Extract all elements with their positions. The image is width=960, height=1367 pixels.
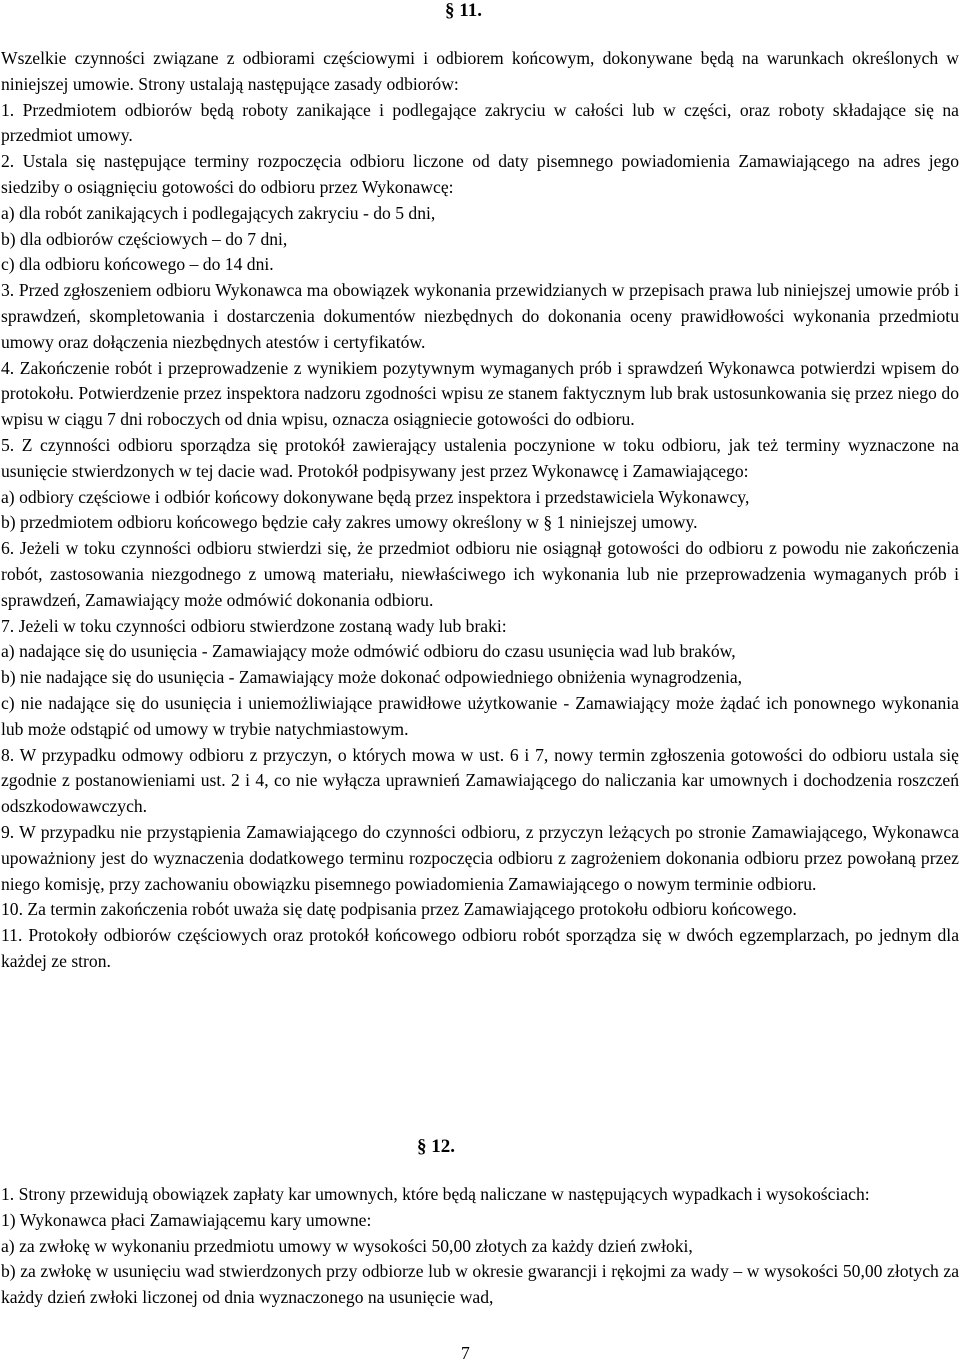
paragraph: 2. Ustala się następujące terminy rozpoczęcia odbioru liczone od daty pisemnego powiadomienia Zamawiającego na adres jego siedziby o osiągnięciu gotowości do odbioru przez Wykonawcę: [1, 151, 959, 197]
paragraph: 1. Przedmiotem odbiorów będą roboty zanikające i podlegające zakryciu w całości lub w części, oraz roboty składające się na przedmiot umowy. [1, 99, 959, 146]
paragraph: 4. Zakończenie robót i przeprowadzenie z wynikiem pozytywnym wymaganych prób i sprawdzeń Wykonawca potwierdzi wpisem do protokołu. Potwierdzenie przez inspektora nadzoru zgodności wpisu ze stanem faktycznym lub brak ustosunkowania się przez niego do wpisu w ciągu 7 dni roboczych od dnia wpisu, oznacza osiągniecie gotowości do odbioru. [1, 357, 959, 430]
paragraph: 8. W przypadku odmowy odbioru z przyczyn, o których mowa w ust. 6 i 7, nowy termin zgłoszenia gotowości do odbioru ustala się zgodnie z postanowieniami ust. 2 i 4, co nie wyłącza uprawnień Zamawiającego do naliczania kar umownych i dochodzenia roszczeń odszkodowawczych. [1, 744, 959, 817]
paragraph: 7. Jeżeli w toku czynności odbioru stwierdzone zostaną wady lub braki: [1, 615, 507, 636]
list-item: a) nadające się do usunięcia - Zamawiający może odmówić odbioru do czasu usunięcia wad lub braków, [1, 641, 736, 662]
section-11-heading: § 11. [445, 0, 482, 21]
paragraph: 1. Strony przewidują obowiązek zapłaty kar umownych, które będą naliczane w następujących wypadkach i wysokościach: [1, 1184, 870, 1204]
list-item: c) nie nadające się do usunięcia i uniemożliwiające prawidłowe użytkowanie - Zamawiający może żądać ich ponownego wykonania lub może odstąpić od umowy w trybie natychmiastowym. [1, 692, 959, 739]
paragraph: 5. Z czynności odbioru sporządza się protokół zawierający ustalenia poczynione w toku odbioru, jak też terminy wyznaczone na usunięcie stwierdzonych w tej dacie wad. Protokół podpisywany jest przez Wykonawcę i Zamawiającego: [1, 434, 959, 481]
page-number: 7 [461, 1343, 470, 1363]
list-item: a) za zwłokę w wykonaniu przedmiotu umowy w wysokości 50,00 złotych za każdy dzień zwłoki, [1, 1235, 693, 1256]
paragraph: 6. Jeżeli w toku czynności odbioru stwierdzi się, że przedmiot odbioru nie osiągnął gotowości do odbioru z powodu nie zakończenia robót, zastosowania niezgodnego z umową materiału, niewłaściwego ich wykonania lub nie przeprowadzenia wymaganych prób i sprawdzeń, Zamawiający może odmówić dokonania odbioru. [1, 538, 959, 610]
paragraph: 1) Wykonawca płaci Zamawiającemu kary umowne: [1, 1209, 372, 1230]
list-item: a) dla robót zanikających i podlegających zakryciu - do 5 dni, [1, 202, 436, 223]
list-item: b) nie nadające się do usunięcia - Zamawiający może dokonać odpowiedniego obniżenia wynagrodzenia, [1, 667, 743, 688]
list-item: b) przedmiotem odbioru końcowego będzie cały zakres umowy określony w § 1 niniejszej umowy. [1, 512, 698, 533]
section-12-heading: § 12. [417, 1136, 455, 1157]
list-item: b) dla odbiorów częściowych – do 7 dni, [1, 228, 288, 249]
list-item: b) za zwłokę w usunięciu wad stwierdzonych przy odbiorze lub w okresie gwarancji i rękojmi za wady – w wysokości 50,00 złotych za każdy dzień zwłoki liczonej od dnia wyznaczonego na usunięcie wad, [1, 1261, 959, 1308]
section-12-body [1, 1182, 959, 1311]
paragraph: Wszelkie czynności związane z odbiorami częściowymi i odbiorem końcowym, dokonywane będą na warunkach określonych w niniejszej umowie. Strony ustalają następujące zasady odbiorów: [1, 48, 959, 94]
paragraph: 10. Za termin zakończenia robót uważa się datę podpisania przez Zamawiającego protokołu odbioru końcowego. [1, 899, 797, 920]
paragraph: 11. Protokoły odbiorów częściowych oraz protokół końcowego odbioru robót sporządza się w dwóch egzemplarzach, po jednym dla każdej ze stron. [1, 925, 959, 971]
paragraph: 9. W przypadku nie przystąpienia Zamawiającego do czynności odbioru, z przyczyn leżących po stronie Zamawiającego, Wykonawca upoważniony jest do wyznaczenia dodatkowego terminu rozpoczęcia odbioru z zagrożeniem dokonania odbioru przez powołaną przez niego komisję, przy zachowaniu obowiązku pisemnego powiadomienia Zamawiającego o nowym terminie odbioru. [1, 821, 959, 894]
list-item: c) dla odbioru końcowego – do 14 dni. [1, 254, 274, 275]
list-item: a) odbiory częściowe i odbiór końcowy dokonywane będą przez inspektora i przedstawiciela Wykonawcy, [1, 486, 750, 507]
section-11-body [1, 46, 959, 975]
paragraph: 3. Przed zgłoszeniem odbioru Wykonawca ma obowiązek wykonania przewidzianych w przepisach prawa lub niniejszej umowie prób i sprawdzeń, skompletowania i dostarczenia dokumentów niezbędnych do dokonania oceny prawidłowości wykonania przedmiotu umowy oraz dołączenia niezbędnych atestów i certyfikatów. [1, 280, 959, 352]
